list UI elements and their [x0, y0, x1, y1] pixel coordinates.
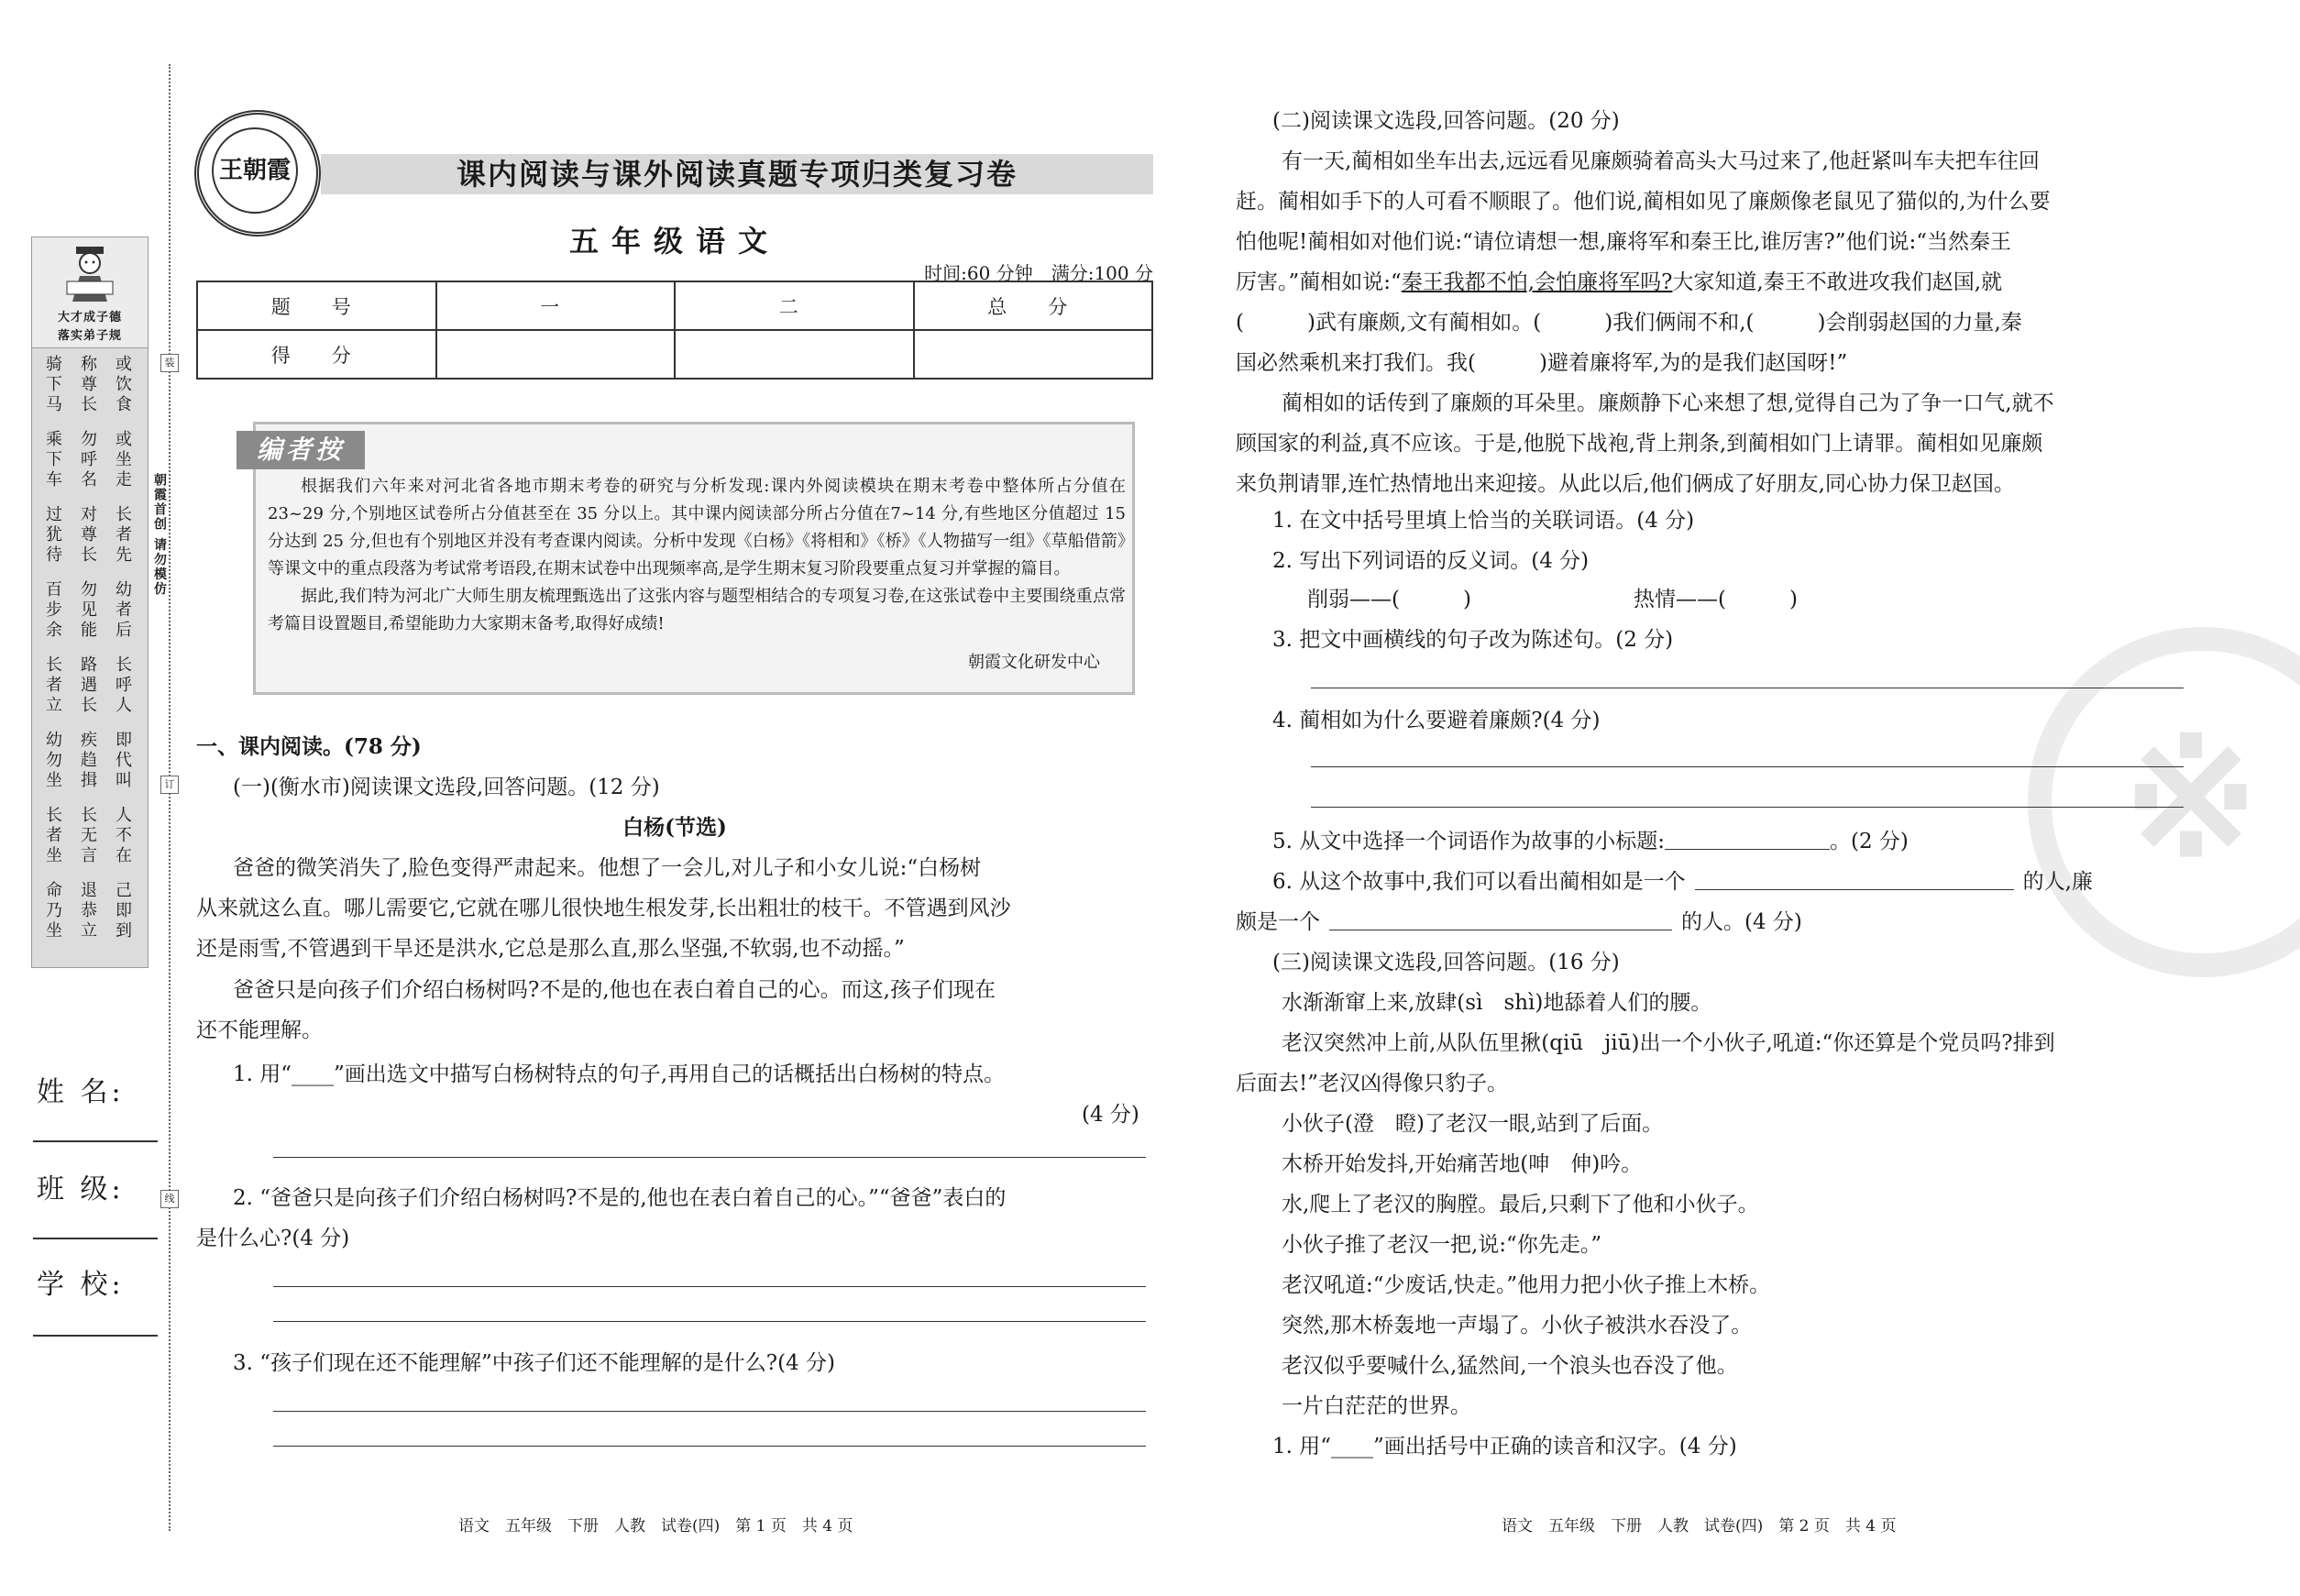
rule-column: 乘 下 车	[46, 430, 62, 490]
editor-note-p2: 据此,我们特为河北广大师生朋友梳理甄选出了这张内容与题型相结合的专项复习卷,在这张试卷中主要围绕重点常考篇目设置题目,希望能助力大家期末备考,取得好成绩!	[268, 587, 1126, 633]
answer-line[interactable]	[273, 1286, 1146, 1287]
rule-column: 长 无 言	[81, 806, 97, 865]
scholar-mascot-icon	[63, 245, 116, 303]
passage-line: 还是雨雪,不管遇到干旱还是洪水,它总是那么直,那么坚强,不软弱,也不动摇。”	[196, 937, 905, 961]
antonym-item: 削弱——( )	[1307, 588, 1471, 611]
editor-note-signature: 朝霞文化研发中心	[968, 653, 1100, 672]
rule-column: 己 即 到	[116, 881, 132, 941]
passage-line: 怕他呢!蔺相如对他们说:“请位请想一想,廉将军和秦王比,谁厉害?”他们说:“当然秦王	[1236, 230, 2011, 254]
fill-blank[interactable]	[1695, 862, 2014, 890]
editor-note-tag: 编者按	[237, 431, 365, 469]
exam-title: 课内阅读与课外阅读真题专项归类复习卷	[456, 157, 1018, 192]
passage-line: 顾国家的利益,真不应该。于是,他脱下战袍,背上荆条,到蔺相如门上请罪。蔺相如见廉颇	[1236, 432, 2043, 456]
passage-line: 老汉吼道:“少废话,快走。”他用力把小伙子推上木桥。	[1282, 1273, 1771, 1297]
question-1-score: (4 分)	[1082, 1103, 1139, 1127]
question-1: 1. 用“____”画出选文中描写白杨树特点的句子,再用自己的话概括出白杨树的特点。	[233, 1062, 1006, 1086]
section-heading: 一、课内阅读。(78 分)	[196, 734, 422, 759]
rule-column: 或 坐 走	[116, 430, 132, 490]
question-text: 6. 从这个故事中,我们可以看出蔺相如是一个	[1272, 870, 1686, 894]
binding-line	[169, 64, 171, 1531]
passage-line: 爸爸只是向孩子们介绍白杨树吗?不是的,他也在表白着自己的心。而这,孩子们现在	[233, 978, 996, 1002]
score-table	[196, 281, 1153, 380]
question-3: 3. “孩子们现在还不能理解”中孩子们还不能理解的是什么?(4 分)	[233, 1351, 835, 1375]
rule-column: 对 尊 长	[81, 505, 97, 565]
passage-line: 爸爸的微笑消失了,脸色变得严肃起来。他想了一会儿,对儿子和小女儿说:“白杨树	[233, 856, 982, 880]
rule-column: 人 不 在	[116, 806, 132, 865]
antonym-item: 热情——( )	[1634, 588, 1798, 611]
binding-mark-3: 线	[160, 1190, 179, 1208]
subject-title: 五年级语文	[568, 224, 780, 259]
answer-line[interactable]	[273, 1446, 1146, 1447]
answer-line[interactable]	[1311, 807, 2184, 808]
rule-column: 路 遇 长	[81, 655, 97, 715]
left-margin-panel	[31, 237, 149, 968]
article-title: 白杨(节选)	[622, 815, 727, 840]
passage-line: 木桥开始发抖,开始痛苦地(呻 伸)吟。	[1282, 1152, 1643, 1176]
rule-column: 命 乃 坐	[46, 881, 62, 941]
rule-column: 幼 勿 坐	[46, 731, 62, 790]
passage-line: 老汉似乎要喊什么,猛然间,一个浪头也吞没了他。	[1282, 1354, 1738, 1378]
watermark-glyph: ※	[2121, 700, 2261, 894]
binding-mark-2: 订	[160, 776, 179, 794]
passage-line: 从来就这么直。哪儿需要它,它就在哪儿很快地生根发芽,长出粗壮的枝干。不管遇到风沙	[196, 897, 1011, 920]
part1-title: (一)(衡水市)阅读课文选段,回答问题。(12 分)	[233, 776, 660, 799]
passage-line: 小伙子(澄 瞪)了老汉一眼,站到了后面。	[1282, 1112, 1664, 1136]
score-header-row	[197, 281, 1152, 330]
class-field[interactable]	[33, 1238, 158, 1239]
rule-column: 长 者 立	[46, 655, 62, 715]
passage-line: 后面去!”老汉凶得像只豹子。	[1236, 1072, 1509, 1095]
vertical-note	[149, 473, 170, 601]
passage-line: 有一天,蔺相如坐车出去,远远看见廉颇骑着高头大马过来了,他赶紧叫车夫把车往回	[1282, 149, 2040, 173]
passage-line-blanks: ( )武有廉颇,文有蔺相如。( )我们俩闹不和,( )会削弱赵国的力量,秦	[1236, 311, 2022, 335]
question-text: 的人,廉	[2022, 870, 2093, 894]
rule-column: 或 饮 食	[116, 355, 132, 414]
rule-column: 疾 趋 揖	[81, 731, 97, 790]
rule-column: 长 呼 人	[116, 655, 132, 715]
passage-line: 蔺相如的话传到了廉颇的耳朵里。廉颇静下心来想了想,觉得自己为了争一口气,就不	[1282, 391, 2054, 415]
question-2-2: 2. 写出下列词语的反义词。(4 分)	[1272, 549, 1590, 573]
question-text: 的人。(4 分)	[1681, 910, 1802, 934]
rule-column: 百 步 余	[46, 580, 62, 640]
question-2-6-cont	[1236, 902, 1802, 942]
passage-line: 老汉突然冲上前,从队伍里揪(qiū jiū)出一个小伙子,吼道:“你还算是个党员吗?排到	[1282, 1031, 2055, 1055]
fill-blank[interactable]	[1329, 902, 1672, 930]
score-input[interactable]	[436, 330, 676, 379]
fill-blank[interactable]	[1665, 821, 1830, 850]
question-2-5	[1272, 821, 1909, 862]
question-2-cont: 是什么心?(4 分)	[196, 1227, 350, 1250]
rule-column: 退 恭 立	[81, 881, 97, 941]
name-label: 姓 名:	[37, 1076, 125, 1108]
rule-column: 即 代 叫	[116, 731, 132, 790]
answer-line[interactable]	[273, 1321, 1146, 1322]
logo-text: 王朝霞	[212, 127, 298, 214]
answer-line[interactable]	[273, 1411, 1146, 1412]
score-value-row	[197, 330, 1152, 379]
answer-line[interactable]	[273, 1157, 1146, 1158]
question-2: 2. “爸爸只是向孩子们介绍白杨树吗?不是的,他也在表白着自己的心。”“爸爸”表白的	[233, 1186, 1007, 1210]
score-cell: 题 号	[197, 281, 436, 330]
vertical-note-text: 朝霞首创 请勿模仿	[152, 473, 167, 597]
rule-column: 幼 者 后	[116, 580, 132, 640]
passage-line: 水渐渐窜上来,放肆(sì shì)地舔着人们的腰。	[1282, 991, 1712, 1015]
score-cell: 一	[436, 281, 676, 330]
motto-line-1: 大才成子德	[57, 311, 122, 325]
part3-title: (三)阅读课文选段,回答问题。(16 分)	[1272, 951, 1620, 974]
rule-column: 勿 呼 名	[81, 430, 97, 490]
score-input[interactable]	[675, 330, 914, 379]
score-cell: 得 分	[197, 330, 436, 379]
passage-segment: 厉害。”蔺相如说:“	[1236, 270, 1402, 294]
passage-line: 一片白茫茫的世界。	[1282, 1394, 1471, 1418]
passage-line-blanks: 国必然乘机来打我们。我( )避着廉将军,为的是我们赵国呀!”	[1236, 351, 1848, 375]
rule-column: 过 犹 待	[46, 505, 62, 565]
class-label: 班 级:	[37, 1173, 125, 1205]
motto-line-2: 落实弟子规	[57, 329, 122, 343]
mascot-panel	[32, 237, 148, 348]
question-text: 5. 从文中选择一个词语作为故事的小标题:	[1272, 830, 1666, 853]
passage-segment: 大家知道,秦王不敢进攻我们赵国,就	[1672, 270, 2003, 294]
question-2-4: 4. 蔺相如为什么要避着廉颇?(4 分)	[1272, 709, 1601, 732]
rule-column: 长 者 坐	[46, 806, 62, 865]
score-input[interactable]	[914, 330, 1153, 379]
question-2-6	[1272, 862, 2093, 902]
editor-note-p1: 根据我们六年来对河北省各地市期末考卷的研究与分析发现:课内外阅读模块在期末考卷中整体所占分值在 23~29 分,个别地区试卷所占分值甚至在 35 分以上。其中课内阅读部分所占分值在7~14 分,有些地区分值超过 15 分达到 25 分,但也有个别地区并没有考查课内阅读。分析中发现《白杨》《将相和》《桥》《人物描写一组》《草船借箭》等课文中的重点段落为考试常考语段,在期末试卷中出现频率高,是学生期末复习阶段要重点复习并掌握的篇目。	[268, 477, 1126, 578]
score-cell: 总 分	[914, 281, 1153, 330]
name-field[interactable]	[33, 1140, 158, 1142]
passage-line	[1236, 262, 2002, 303]
score-cell: 二	[675, 281, 914, 330]
question-3-1: 1. 用“____”画出括号中正确的读音和汉字。(4 分)	[1272, 1435, 1737, 1458]
passage-line: 还不能理解。	[196, 1018, 323, 1042]
rule-column: 长 者 先	[116, 505, 132, 565]
binding-mark-1: 装	[160, 354, 179, 372]
rule-column: 骑 下 马	[46, 355, 62, 414]
question-2-3: 3. 把文中画横线的句子改为陈述句。(2 分)	[1272, 628, 1674, 652]
answer-line[interactable]	[1311, 766, 2184, 767]
disciple-rules	[38, 355, 144, 960]
underlined-sentence: 秦王我都不怕,会怕廉将军吗?	[1401, 270, 1673, 294]
passage-line: 来负荆请罪,连忙热情地出来迎接。从此以后,他们俩成了好朋友,同心协力保卫赵国。	[1236, 472, 2015, 496]
time-info: 时间:60 分钟 满分:100 分	[924, 262, 1153, 284]
rule-column: 称 尊 长	[81, 355, 97, 414]
question-tail: 。(2 分)	[1830, 830, 1909, 853]
passage-line: 水,爬上了老汉的胸膛。最后,只剩下了他和小伙子。	[1282, 1193, 1759, 1216]
question-2-1: 1. 在文中括号里填上恰当的关联词语。(4 分)	[1272, 509, 1695, 533]
passage-line: 赶。蔺相如手下的人可看不顺眼了。他们说,蔺相如见了廉颇像老鼠见了猫似的,为什么要	[1236, 190, 2051, 214]
passage-line: 小伙子推了老汉一把,说:“你先走。”	[1282, 1233, 1602, 1257]
school-label: 学 校:	[37, 1269, 125, 1301]
passage-line: 突然,那木桥轰地一声塌了。小伙子被洪水吞没了。	[1282, 1314, 1753, 1337]
page-footer-right: 语文 五年级 下册 人教 试卷(四) 第 2 页 共 4 页	[1502, 1517, 1897, 1535]
rule-column: 勿 见 能	[81, 580, 97, 640]
editor-note-text	[268, 473, 1126, 638]
part2-title: (二)阅读课文选段,回答问题。(20 分)	[1272, 109, 1620, 133]
page-footer-left: 语文 五年级 下册 人教 试卷(四) 第 1 页 共 4 页	[458, 1517, 853, 1535]
question-text: 颇是一个	[1236, 910, 1320, 934]
school-field[interactable]	[33, 1335, 158, 1337]
